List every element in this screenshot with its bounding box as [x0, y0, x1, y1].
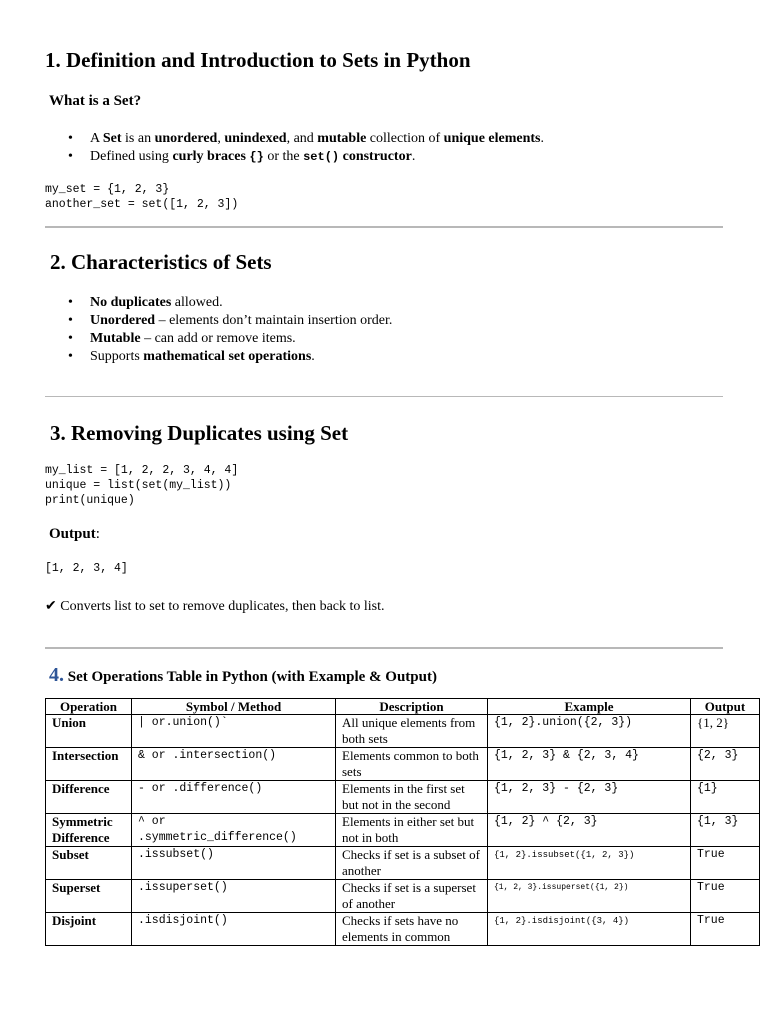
- operation-cell: Symmetric Difference: [46, 814, 132, 847]
- table-row: [46, 715, 760, 748]
- code-line: unique = list(set(my_list)): [45, 479, 232, 492]
- example-cell: {1, 2} ^ {2, 3}: [488, 814, 691, 847]
- output-value: [1, 2, 3, 4]: [45, 562, 128, 575]
- section-1-bullets: [46, 130, 544, 166]
- table-row: [46, 814, 760, 847]
- output-cell: True: [691, 880, 760, 913]
- symbol-cell: .isdisjoint(): [132, 913, 336, 946]
- example-cell: {1, 2}.issubset({1, 2, 3}): [488, 847, 691, 880]
- operation-cell: Intersection: [46, 748, 132, 781]
- conversion-note: ✔ Converts list to set to remove duplicates, then back to list.: [45, 599, 385, 614]
- symbol-cell: - or .difference(): [132, 781, 336, 814]
- list-item: • Mutable – can add or remove items.: [46, 330, 392, 348]
- code-line: another_set = set([1, 2, 3]): [45, 198, 239, 211]
- section-2-title: 2. Characteristics of Sets: [50, 250, 272, 274]
- section-1-title: 1. Definition and Introduction to Sets in Python: [45, 48, 471, 72]
- example-cell: {1, 2, 3} & {2, 3, 4}: [488, 748, 691, 781]
- symbol-cell: | or.union()`: [132, 715, 336, 748]
- example-cell: {1, 2}.isdisjoint({3, 4}): [488, 913, 691, 946]
- operation-cell: Difference: [46, 781, 132, 814]
- column-header: Operation: [46, 699, 132, 715]
- list-item: • Defined using curly braces {} or the set() constructor.: [46, 148, 544, 166]
- description-cell: Elements in the first set but not in the second: [336, 781, 488, 814]
- table-row: [46, 847, 760, 880]
- section-3-code: [45, 463, 238, 508]
- code-line: print(unique): [45, 494, 135, 507]
- code-line: my_set = {1, 2, 3}: [45, 183, 170, 196]
- example-cell: {1, 2, 3}.issuperset({1, 2}): [488, 880, 691, 913]
- output-cell: {1, 2}: [691, 715, 760, 748]
- symbol-cell: .issuperset(): [132, 880, 336, 913]
- section-2-bullets: [46, 294, 392, 366]
- table-row: [46, 913, 760, 946]
- symbol-cell: ^ or .symmetric_difference(): [132, 814, 336, 847]
- description-cell: Checks if set is a subset of another: [336, 847, 488, 880]
- operation-cell: Disjoint: [46, 913, 132, 946]
- operation-cell: Subset: [46, 847, 132, 880]
- description-cell: Elements in either set but not in both: [336, 814, 488, 847]
- divider: [45, 647, 723, 649]
- description-cell: Checks if sets have no elements in common: [336, 913, 488, 946]
- code-line: my_list = [1, 2, 2, 3, 4, 4]: [45, 464, 239, 477]
- table-row: [46, 748, 760, 781]
- example-cell: {1, 2}.union({2, 3}): [488, 715, 691, 748]
- column-header: Output: [691, 699, 760, 715]
- output-cell: {1}: [691, 781, 760, 814]
- list-item: • A Set is an unordered, unindexed, and mutable collection of unique elements.: [46, 130, 544, 148]
- symbol-cell: & or .intersection(): [132, 748, 336, 781]
- set-operations-table: [45, 698, 760, 946]
- section-1-code: [45, 182, 238, 212]
- output-cell: {1, 3}: [691, 814, 760, 847]
- table-row: [46, 781, 760, 814]
- section-1-subheading: What is a Set?: [49, 93, 142, 109]
- list-item: • Supports mathematical set operations.: [46, 348, 392, 366]
- output-label: Output:: [49, 526, 100, 542]
- table-header-row: [46, 699, 760, 715]
- column-header: Description: [336, 699, 488, 715]
- table-row: [46, 880, 760, 913]
- column-header: Symbol / Method: [132, 699, 336, 715]
- symbol-cell: .issubset(): [132, 847, 336, 880]
- description-cell: Elements common to both sets: [336, 748, 488, 781]
- description-cell: All unique elements from both sets: [336, 715, 488, 748]
- list-item: • No duplicates allowed.: [46, 294, 392, 312]
- column-header: Example: [488, 699, 691, 715]
- section-4-heading: Set Operations Table in Python (with Example & Output): [64, 669, 437, 685]
- divider: [45, 226, 723, 228]
- operation-cell: Union: [46, 715, 132, 748]
- output-cell: True: [691, 847, 760, 880]
- section-4-title: [49, 664, 437, 687]
- divider: [45, 396, 723, 397]
- output-cell: True: [691, 913, 760, 946]
- operation-cell: Superset: [46, 880, 132, 913]
- section-4-number: 4.: [49, 664, 64, 686]
- description-cell: Checks if set is a superset of another: [336, 880, 488, 913]
- output-cell: {2, 3}: [691, 748, 760, 781]
- list-item: • Unordered – elements don’t maintain insertion order.: [46, 312, 392, 330]
- section-3-title: 3. Removing Duplicates using Set: [50, 421, 349, 445]
- example-cell: {1, 2, 3} - {2, 3}: [488, 781, 691, 814]
